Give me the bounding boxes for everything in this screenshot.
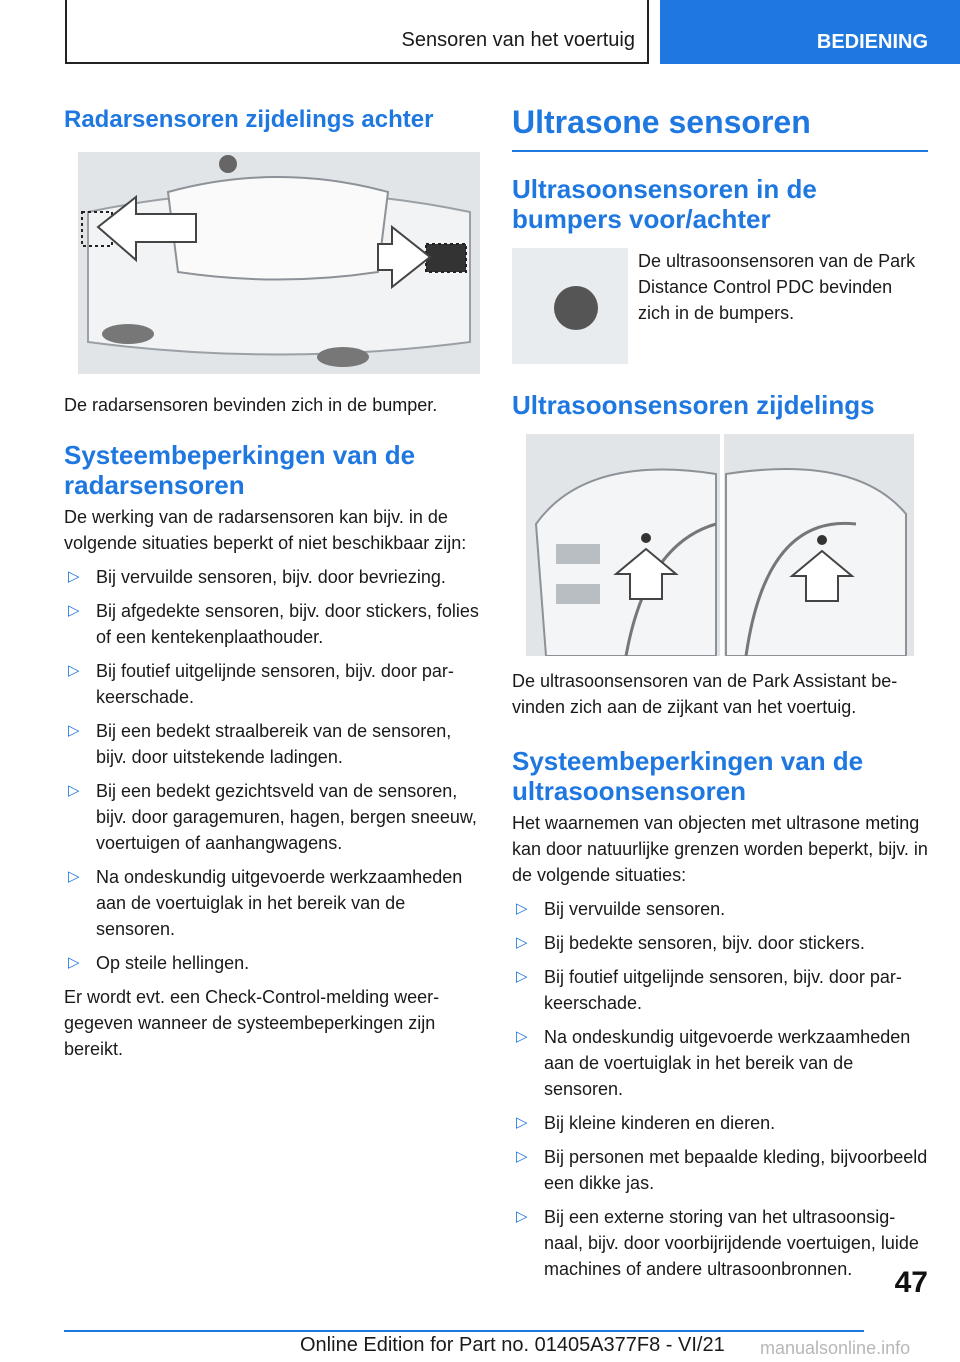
heading-side-sensors: Ultrasoonsensoren zijdelings xyxy=(512,390,875,420)
running-header-title: Sensoren van het voertuig xyxy=(401,29,635,51)
left-column xyxy=(64,100,480,1062)
triangle-right-outline-icon: ▷ xyxy=(516,934,528,951)
header-box xyxy=(65,0,649,64)
rear-bumper-illustration xyxy=(78,152,480,374)
page-number: 47 xyxy=(894,1266,928,1299)
list-item: ▷ Bij personen met bepaalde kleding, bijvoorbeeld een dikke jas. xyxy=(512,1144,928,1196)
triangle-right-outline-icon: ▷ xyxy=(68,662,80,679)
right-column xyxy=(512,100,928,1290)
side-sensors-caption: De ultrasoonsensoren van de Park Assistant bevinden zich aan de zijkant van het voertuig. xyxy=(512,671,898,717)
triangle-right-outline-icon: ▷ xyxy=(516,1148,528,1165)
heading-radar-rear: Radarsensoren zijdelings achter xyxy=(64,106,434,133)
radar-closing-text: Er wordt evt. een Check-Control-melding weergegeven wanneer de systeembeperkingen zijn bereikt. xyxy=(64,987,440,1059)
side-sensors-illustration xyxy=(526,434,914,656)
rear-car-svg xyxy=(78,152,480,374)
triangle-right-outline-icon: ▷ xyxy=(516,1208,528,1225)
list-item: ▷ Bij een bedekt gezichtsveld van de sensoren, bijv. door garagemuren, hagen, bergen sneeuw, voertuigen of aanhangwagens. xyxy=(64,778,480,856)
list-item: ▷ Op steile hellingen. xyxy=(64,950,480,976)
bumper-sensor-block xyxy=(512,248,928,366)
side-car-svg xyxy=(526,434,914,656)
heading-radar-limits: Systeembeperkingen van de radarsensoren xyxy=(64,440,416,500)
sensor-dot-svg xyxy=(512,248,628,364)
triangle-right-outline-icon: ▷ xyxy=(68,782,80,799)
list-item: ▷ Na ondeskundig uitgevoerde werkzaamheden aan de voertuiglak in het bereik van de sensoren. xyxy=(64,864,480,942)
list-item: ▷ Bij afgedekte sensoren, bijv. door stickers, folies of een kentekenplaathouder. xyxy=(64,598,480,650)
radar-image-caption: De radarsensoren bevinden zich in de bumper. xyxy=(64,395,438,415)
ultrasonic-limits-list xyxy=(512,896,928,1282)
list-item: ▷ Bij vervuilde sensoren. xyxy=(512,896,928,922)
triangle-right-outline-icon: ▷ xyxy=(516,968,528,985)
heading-ultrasonic-limits: Systeembeperkingen van de ultrasoonsensoren xyxy=(512,746,864,806)
list-item: ▷ Bij kleine kinderen en dieren. xyxy=(512,1110,928,1136)
triangle-right-outline-icon: ▷ xyxy=(516,1028,528,1045)
bumper-sensor-text: De ultrasoonsensoren van de Park Distance Control PDC bevinden zich in de bumpers. xyxy=(638,251,916,323)
list-item: ▷ Bij vervuilde sensoren, bijv. door bevriezing. xyxy=(64,564,480,590)
list-item: ▷ Bij foutief uitgelijnde sensoren, bijv. door parkeerschade. xyxy=(64,658,480,710)
heading-bumper-sensors: Ultrasoonsensoren in de bumpers voor/achter xyxy=(512,174,817,234)
triangle-right-outline-icon: ▷ xyxy=(68,722,80,739)
triangle-right-outline-icon: ▷ xyxy=(68,568,80,585)
triangle-right-outline-icon: ▷ xyxy=(516,900,528,917)
section-tab: BEDIENING xyxy=(660,0,960,64)
triangle-right-outline-icon: ▷ xyxy=(68,868,80,885)
list-item: ▷ Bij een bedekt straalbereik van de sensoren, bijv. door uitstekende ladingen. xyxy=(64,718,480,770)
watermark-text: manualsonline.info xyxy=(760,1338,911,1358)
radar-limits-list xyxy=(64,564,480,976)
ultrasonic-limits-intro: Het waarnemen van objecten met ultrasone meting kan door natuurlijke grenzen worden beperkt, bijv. in de volgende situaties: xyxy=(512,813,928,885)
edition-footer: Online Edition for Part no. 01405A377F8 - VI/21 xyxy=(300,1334,725,1356)
radar-limits-intro: De werking van de radarsensoren kan bijv. in de volgende situaties beperkt of niet beschikbaar zijn: xyxy=(64,507,467,553)
sensor-illustration xyxy=(512,248,628,364)
footer-divider xyxy=(64,1330,864,1332)
list-item: ▷ Bij een externe storing van het ultrasoonsignaal, bijv. door voorbijrijdende voertuigen, luide machines of andere ultrasoonbronnen. xyxy=(512,1204,928,1282)
triangle-right-outline-icon: ▷ xyxy=(68,954,80,971)
list-item: ▷ Bij bedekte sensoren, bijv. door stickers. xyxy=(512,930,928,956)
triangle-right-outline-icon: ▷ xyxy=(68,602,80,619)
triangle-right-outline-icon: ▷ xyxy=(516,1114,528,1131)
list-item: ▷ Bij foutief uitgelijnde sensoren, bijv. door parkeerschade. xyxy=(512,964,928,1016)
heading-ultrasonic: Ultrasone sensoren xyxy=(512,100,928,152)
list-item: ▷ Na ondeskundig uitgevoerde werkzaamheden aan de voertuiglak in het bereik van de sensoren. xyxy=(512,1024,928,1102)
